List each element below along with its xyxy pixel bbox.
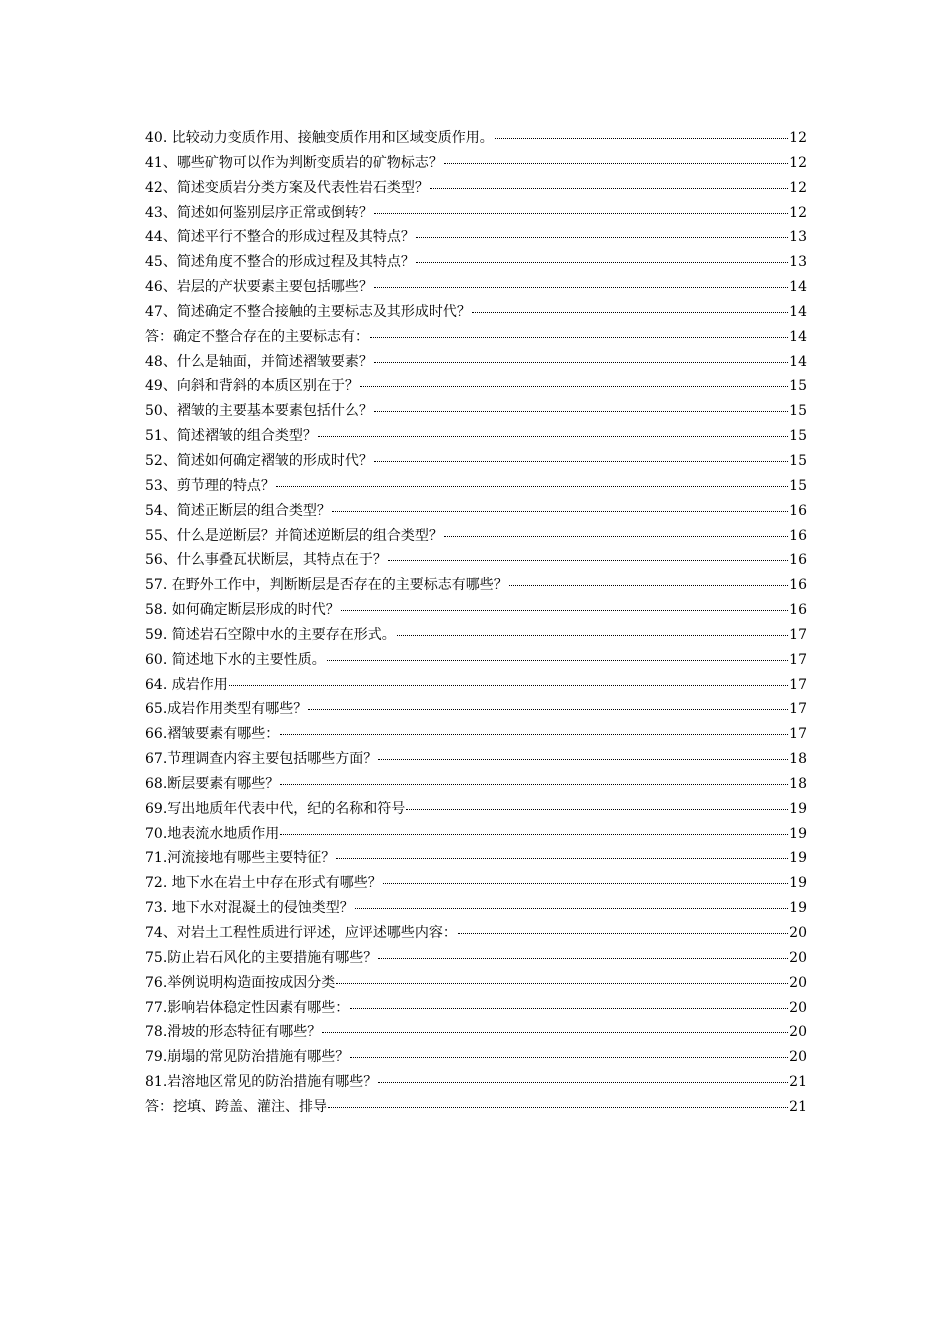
toc-entry-title: 45、简述角度不整合的形成过程及其特点？ xyxy=(145,254,415,271)
toc-entry-page-number: 14 xyxy=(789,279,807,296)
toc-entry[interactable] xyxy=(145,1020,807,1045)
toc-entry[interactable] xyxy=(145,374,807,399)
toc-entry-title: 75.防止岩石风化的主要措施有哪些？ xyxy=(145,949,378,966)
toc-entry[interactable] xyxy=(145,350,807,375)
toc-entry-title: 56、什么事叠瓦状断层，其特点在于？ xyxy=(145,552,387,569)
toc-entry[interactable] xyxy=(145,225,807,250)
toc-dot-leader xyxy=(341,609,788,611)
toc-entry-title: 54、简述正断层的组合类型？ xyxy=(145,502,331,519)
toc-dot-leader xyxy=(430,187,788,189)
toc-entry-page-number: 19 xyxy=(789,900,807,917)
toc-dot-leader xyxy=(472,311,788,313)
toc-entry[interactable] xyxy=(145,697,807,722)
toc-dot-leader xyxy=(280,833,788,835)
toc-entry-title: 70.地表流水地质作用 xyxy=(145,825,280,842)
toc-entry-title: 答：确定不整合存在的主要标志有： xyxy=(145,328,369,345)
toc-entry-page-number: 15 xyxy=(789,403,807,420)
toc-entry[interactable] xyxy=(145,176,807,201)
toc-entry[interactable] xyxy=(145,151,807,176)
toc-entry-title: 58. 如何确定断层形成的时代？ xyxy=(145,602,340,619)
toc-dot-leader xyxy=(336,857,788,859)
toc-entry[interactable] xyxy=(145,673,807,698)
toc-entry-title: 51、简述褶皱的组合类型？ xyxy=(145,428,317,445)
toc-entry-page-number: 20 xyxy=(789,1049,807,1066)
toc-entry-title: 69.写出地质年代表中代，纪的名称和符号 xyxy=(145,800,406,817)
toc-entry-page-number: 20 xyxy=(789,999,807,1016)
toc-entry-title: 44、简述平行不整合的形成过程及其特点？ xyxy=(145,229,415,246)
toc-entry-title: 46、岩层的产状要素主要包括哪些？ xyxy=(145,279,373,296)
toc-dot-leader xyxy=(374,361,788,363)
toc-entry-page-number: 13 xyxy=(789,229,807,246)
toc-dot-leader xyxy=(308,708,788,710)
toc-entry[interactable] xyxy=(145,1095,807,1120)
toc-entry[interactable] xyxy=(145,971,807,996)
toc-entry-page-number: 12 xyxy=(789,130,807,146)
toc-dot-leader xyxy=(406,808,788,810)
toc-entry[interactable] xyxy=(145,946,807,971)
toc-entry-page-number: 16 xyxy=(789,527,807,544)
toc-entry-page-number: 18 xyxy=(789,751,807,768)
toc-entry-page-number: 16 xyxy=(789,552,807,569)
toc-dot-leader xyxy=(397,634,788,636)
toc-entry-page-number: 15 xyxy=(789,378,807,395)
toc-entry[interactable] xyxy=(145,201,807,226)
toc-entry-page-number: 15 xyxy=(789,477,807,494)
toc-entry-page-number: 15 xyxy=(789,452,807,469)
toc-dot-leader xyxy=(416,261,788,263)
toc-entry-title: 60. 简述地下水的主要性质。 xyxy=(145,651,326,668)
toc-entry[interactable] xyxy=(145,996,807,1021)
toc-dot-leader xyxy=(327,659,788,661)
toc-dot-leader xyxy=(458,932,788,934)
toc-entry[interactable] xyxy=(145,499,807,524)
toc-entry[interactable] xyxy=(145,598,807,623)
toc-dot-leader xyxy=(370,336,788,338)
toc-entry-title: 76.举例说明构造面按成因分类 xyxy=(145,974,336,991)
toc-entry[interactable] xyxy=(145,747,807,772)
toc-entry-title: 72. 地下水在岩土中存在形式有哪些？ xyxy=(145,875,382,892)
toc-entry[interactable] xyxy=(145,623,807,648)
toc-entry-page-number: 19 xyxy=(789,875,807,892)
toc-entry-page-number: 20 xyxy=(789,974,807,991)
toc-dot-leader xyxy=(444,162,788,164)
toc-entry-page-number: 16 xyxy=(789,502,807,519)
toc-entry-title: 41、哪些矿物可以作为判断变质岩的矿物标志？ xyxy=(145,154,443,171)
toc-entry-page-number: 12 xyxy=(789,204,807,221)
toc-entry-page-number: 16 xyxy=(789,577,807,594)
toc-dot-leader xyxy=(509,584,788,586)
toc-dot-leader xyxy=(280,733,788,735)
toc-entry-page-number: 19 xyxy=(789,825,807,842)
toc-entry-page-number: 19 xyxy=(789,850,807,867)
toc-entry[interactable] xyxy=(145,126,807,151)
toc-entry-title: 79.崩塌的常见防治措施有哪些？ xyxy=(145,1049,350,1066)
toc-entry-title: 57. 在野外工作中，判断断层是否存在的主要标志有哪些？ xyxy=(145,577,508,594)
toc-entry[interactable] xyxy=(145,772,807,797)
toc-entry-page-number: 16 xyxy=(789,602,807,619)
toc-entry-page-number: 17 xyxy=(789,726,807,743)
toc-dot-leader xyxy=(355,907,788,909)
toc-entry-page-number: 15 xyxy=(789,428,807,445)
toc-dot-leader xyxy=(328,1106,788,1108)
toc-entry-title: 68.断层要素有哪些？ xyxy=(145,775,280,792)
toc-entry-page-number: 12 xyxy=(789,154,807,171)
toc-entry-page-number: 21 xyxy=(789,1098,807,1115)
toc-dot-leader xyxy=(322,1031,788,1033)
toc-entry-page-number: 14 xyxy=(789,328,807,345)
toc-entry[interactable] xyxy=(145,1045,807,1070)
toc-entry-title: 78.滑坡的形态特征有哪些？ xyxy=(145,1024,322,1041)
toc-dot-leader xyxy=(374,286,788,288)
toc-entry-title: 73. 地下水对混凝土的侵蚀类型？ xyxy=(145,900,354,917)
toc-entry-page-number: 12 xyxy=(789,179,807,196)
toc-entry-title: 53、剪节理的特点？ xyxy=(145,477,275,494)
toc-entry-page-number: 17 xyxy=(789,676,807,693)
toc-entry-title: 49、向斜和背斜的本质区别在于？ xyxy=(145,378,359,395)
toc-entry[interactable] xyxy=(145,648,807,673)
toc-entry[interactable] xyxy=(145,797,807,822)
toc-entry-title: 55、什么是逆断层？并简述逆断层的组合类型？ xyxy=(145,527,443,544)
toc-entry-page-number: 20 xyxy=(789,1024,807,1041)
toc-entry-title: 66.褶皱要素有哪些： xyxy=(145,726,280,743)
toc-dot-leader xyxy=(374,410,788,412)
toc-dot-leader xyxy=(378,758,788,760)
toc-entry-page-number: 21 xyxy=(789,1074,807,1091)
toc-entry[interactable] xyxy=(145,548,807,573)
toc-entry-title: 71.河流接地有哪些主要特征？ xyxy=(145,850,336,867)
toc-entry-title: 52、简述如何确定褶皱的形成时代？ xyxy=(145,452,373,469)
toc-dot-leader xyxy=(276,485,788,487)
toc-entry[interactable] xyxy=(145,822,807,847)
toc-entry[interactable] xyxy=(145,300,807,325)
toc-entry-title: 50、褶皱的主要基本要素包括什么？ xyxy=(145,403,373,420)
toc-entry-page-number: 17 xyxy=(789,701,807,718)
toc-dot-leader xyxy=(374,212,788,214)
toc-entry-title: 81.岩溶地区常见的防治措施有哪些？ xyxy=(145,1074,378,1091)
toc-dot-leader xyxy=(495,137,788,139)
toc-entry[interactable] xyxy=(145,474,807,499)
toc-entry-title: 65.成岩作用类型有哪些？ xyxy=(145,701,308,718)
toc-entry[interactable] xyxy=(145,250,807,275)
toc-dot-leader xyxy=(444,535,788,537)
toc-entry[interactable] xyxy=(145,921,807,946)
toc-entry[interactable] xyxy=(145,449,807,474)
toc-entry-title: 67.节理调查内容主要包括哪些方面？ xyxy=(145,751,378,768)
toc-entry-page-number: 20 xyxy=(789,949,807,966)
toc-entry[interactable] xyxy=(145,524,807,549)
toc-dot-leader xyxy=(360,385,788,387)
table-of-contents xyxy=(145,126,807,1120)
toc-entry-page-number: 14 xyxy=(789,303,807,320)
toc-entry-page-number: 14 xyxy=(789,353,807,370)
toc-entry-page-number: 13 xyxy=(789,254,807,271)
toc-entry-title: 64. 成岩作用 xyxy=(145,676,228,693)
toc-dot-leader xyxy=(350,1007,788,1009)
toc-entry-page-number: 18 xyxy=(789,775,807,792)
toc-dot-leader xyxy=(378,957,788,959)
toc-entry-page-number: 17 xyxy=(789,651,807,668)
toc-dot-leader xyxy=(336,982,788,984)
toc-entry-title: 59. 简述岩石空隙中水的主要存在形式。 xyxy=(145,626,396,643)
toc-entry[interactable] xyxy=(145,399,807,424)
toc-dot-leader xyxy=(388,559,788,561)
toc-entry-title: 40. 比较动力变质作用、接触变质作用和区域变质作用。 xyxy=(145,130,494,146)
toc-entry-page-number: 17 xyxy=(789,626,807,643)
toc-dot-leader xyxy=(280,783,788,785)
toc-entry-title: 答：挖填、跨盖、灌注、排导 xyxy=(145,1098,327,1115)
toc-entry-title: 43、简述如何鉴别层序正常或倒转？ xyxy=(145,204,373,221)
toc-entry[interactable] xyxy=(145,1070,807,1095)
toc-dot-leader xyxy=(416,236,788,238)
toc-dot-leader xyxy=(332,510,788,512)
toc-entry-title: 42、简述变质岩分类方案及代表性岩石类型？ xyxy=(145,179,429,196)
toc-dot-leader xyxy=(378,1081,788,1083)
toc-entry[interactable] xyxy=(145,424,807,449)
toc-entry-title: 47、简述确定不整合接触的主要标志及其形成时代？ xyxy=(145,303,471,320)
toc-dot-leader xyxy=(350,1056,788,1058)
toc-entry-title: 77.影响岩体稳定性因素有哪些： xyxy=(145,999,350,1016)
toc-dot-leader xyxy=(229,684,788,686)
toc-entry-title: 74、对岩土工程性质进行评述，应评述哪些内容： xyxy=(145,925,457,941)
toc-dot-leader xyxy=(383,882,788,884)
toc-entry-title: 48、什么是轴面，并简述褶皱要素？ xyxy=(145,353,373,370)
toc-entry[interactable] xyxy=(145,846,807,871)
toc-entry[interactable] xyxy=(145,275,807,300)
toc-entry[interactable] xyxy=(145,722,807,747)
toc-entry-page-number: 20 xyxy=(789,925,807,941)
toc-dot-leader xyxy=(374,460,788,462)
toc-entry[interactable] xyxy=(145,896,807,921)
toc-entry[interactable] xyxy=(145,325,807,350)
toc-entry-page-number: 19 xyxy=(789,800,807,817)
toc-entry[interactable] xyxy=(145,573,807,598)
toc-entry[interactable] xyxy=(145,871,807,896)
toc-dot-leader xyxy=(318,435,788,437)
